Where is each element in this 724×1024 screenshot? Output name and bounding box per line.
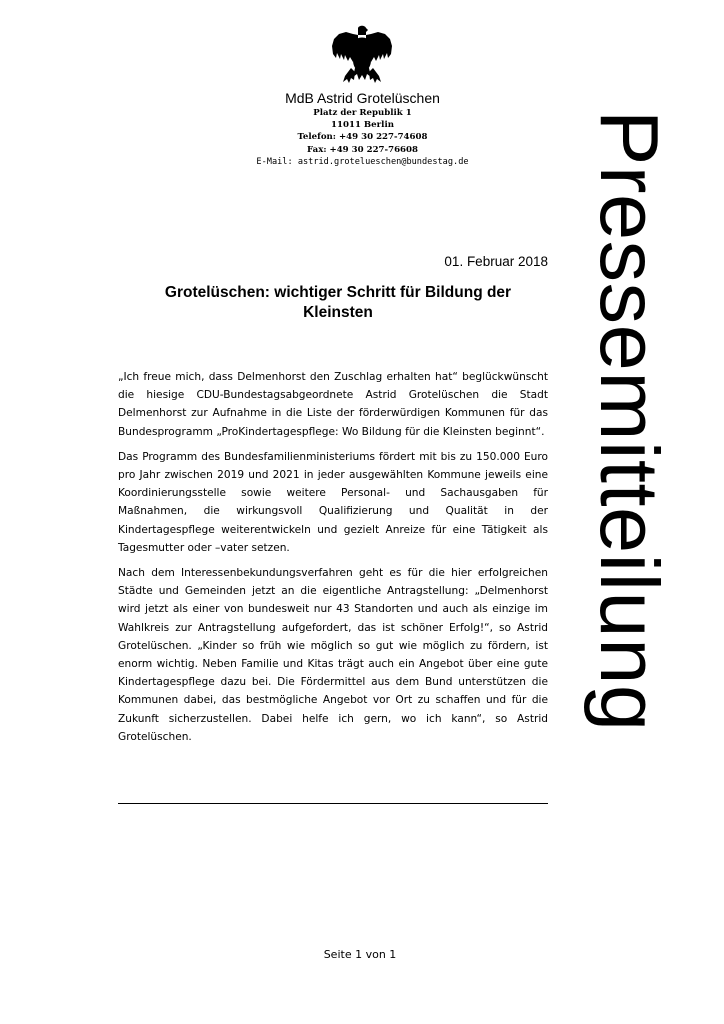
headline: Grotelüschen: wichtiger Schritt für Bildung der Kleinsten	[164, 284, 512, 321]
sender-name: MdB Astrid Grotelüschen	[285, 90, 440, 106]
side-title: Pressemitteilung	[583, 110, 676, 732]
email-address: E-Mail: astrid.grotelueschen@bundestag.de	[256, 156, 469, 167]
fax-number: Fax: +49 30 227-76608	[307, 144, 418, 155]
address-street: Platz der Republik 1	[313, 108, 412, 118]
press-date: 01. Februar 2018	[444, 254, 548, 269]
paragraph: Das Programm des Bundesfamilienministeriums fördert mit bis zu 150.000 Euro pro Jahr zwischen 2019 und 2021 in jeder ausgewählten Kommune jeweils eine Koordinierungsstelle sowie weitere Personal- und Sachausgaben für Maßnahmen, die wirkungsvoll Qualifizierung und Qualität in der Kindertagespflege weiterentwickeln und gezielt Anreize für eine Tätigkeit als Tagesmutter oder –vater setzen.	[118, 450, 548, 554]
address-city: 11011 Berlin	[331, 120, 394, 131]
paragraph: „Ich freue mich, dass Delmenhorst den Zuschlag erhalten hat“ beglückwünscht die hiesige CDU-Bundestagsabgeordnete Astrid Grotelüschen die Stadt Delmenhorst zur Aufnahme in die Liste der förderwürdigen Kommunen für das Bundesprogramm „ProKindertagespflege: Wo Bildung für die Kleinsten beginnt“.	[118, 371, 548, 438]
press-body	[118, 368, 548, 753]
phone-number: Telefon: +49 30 227-74608	[297, 132, 428, 143]
page-number: Seite 1 von 1	[323, 948, 397, 961]
divider	[118, 803, 548, 804]
federal-eagle-icon	[331, 24, 393, 88]
paragraph: Nach dem Interessenbekundungsverfahren geht es für die hier erfolgreichen Städte und Gemeinden jetzt an die eigentliche Antragstellung: „Delmenhorst wird jetzt als einer von bundesweit nur 43 Standorten und auch als einzige im Wahlkreis zur Antragstellung aufgefordert, das ist schöner Erfolg!“, so Astrid Grotelüschen. „Kinder so früh wie möglich so gut wie möglich zu fördern, ist enorm wichtig. Neben Familie und Kitas trägt auch ein Angebot über eine gute Kindertagespflege dazu bei. Die Fördermittel aus dem Bund unterstützen die Kommunen dabei, das bestmögliche Angebot vor Ort zu schaffen und für die Zukunft sicherzustellen. Dabei helfe ich gern, wo ich kann“, so Astrid Grotelüschen.	[118, 567, 548, 743]
letterhead	[200, 90, 525, 168]
